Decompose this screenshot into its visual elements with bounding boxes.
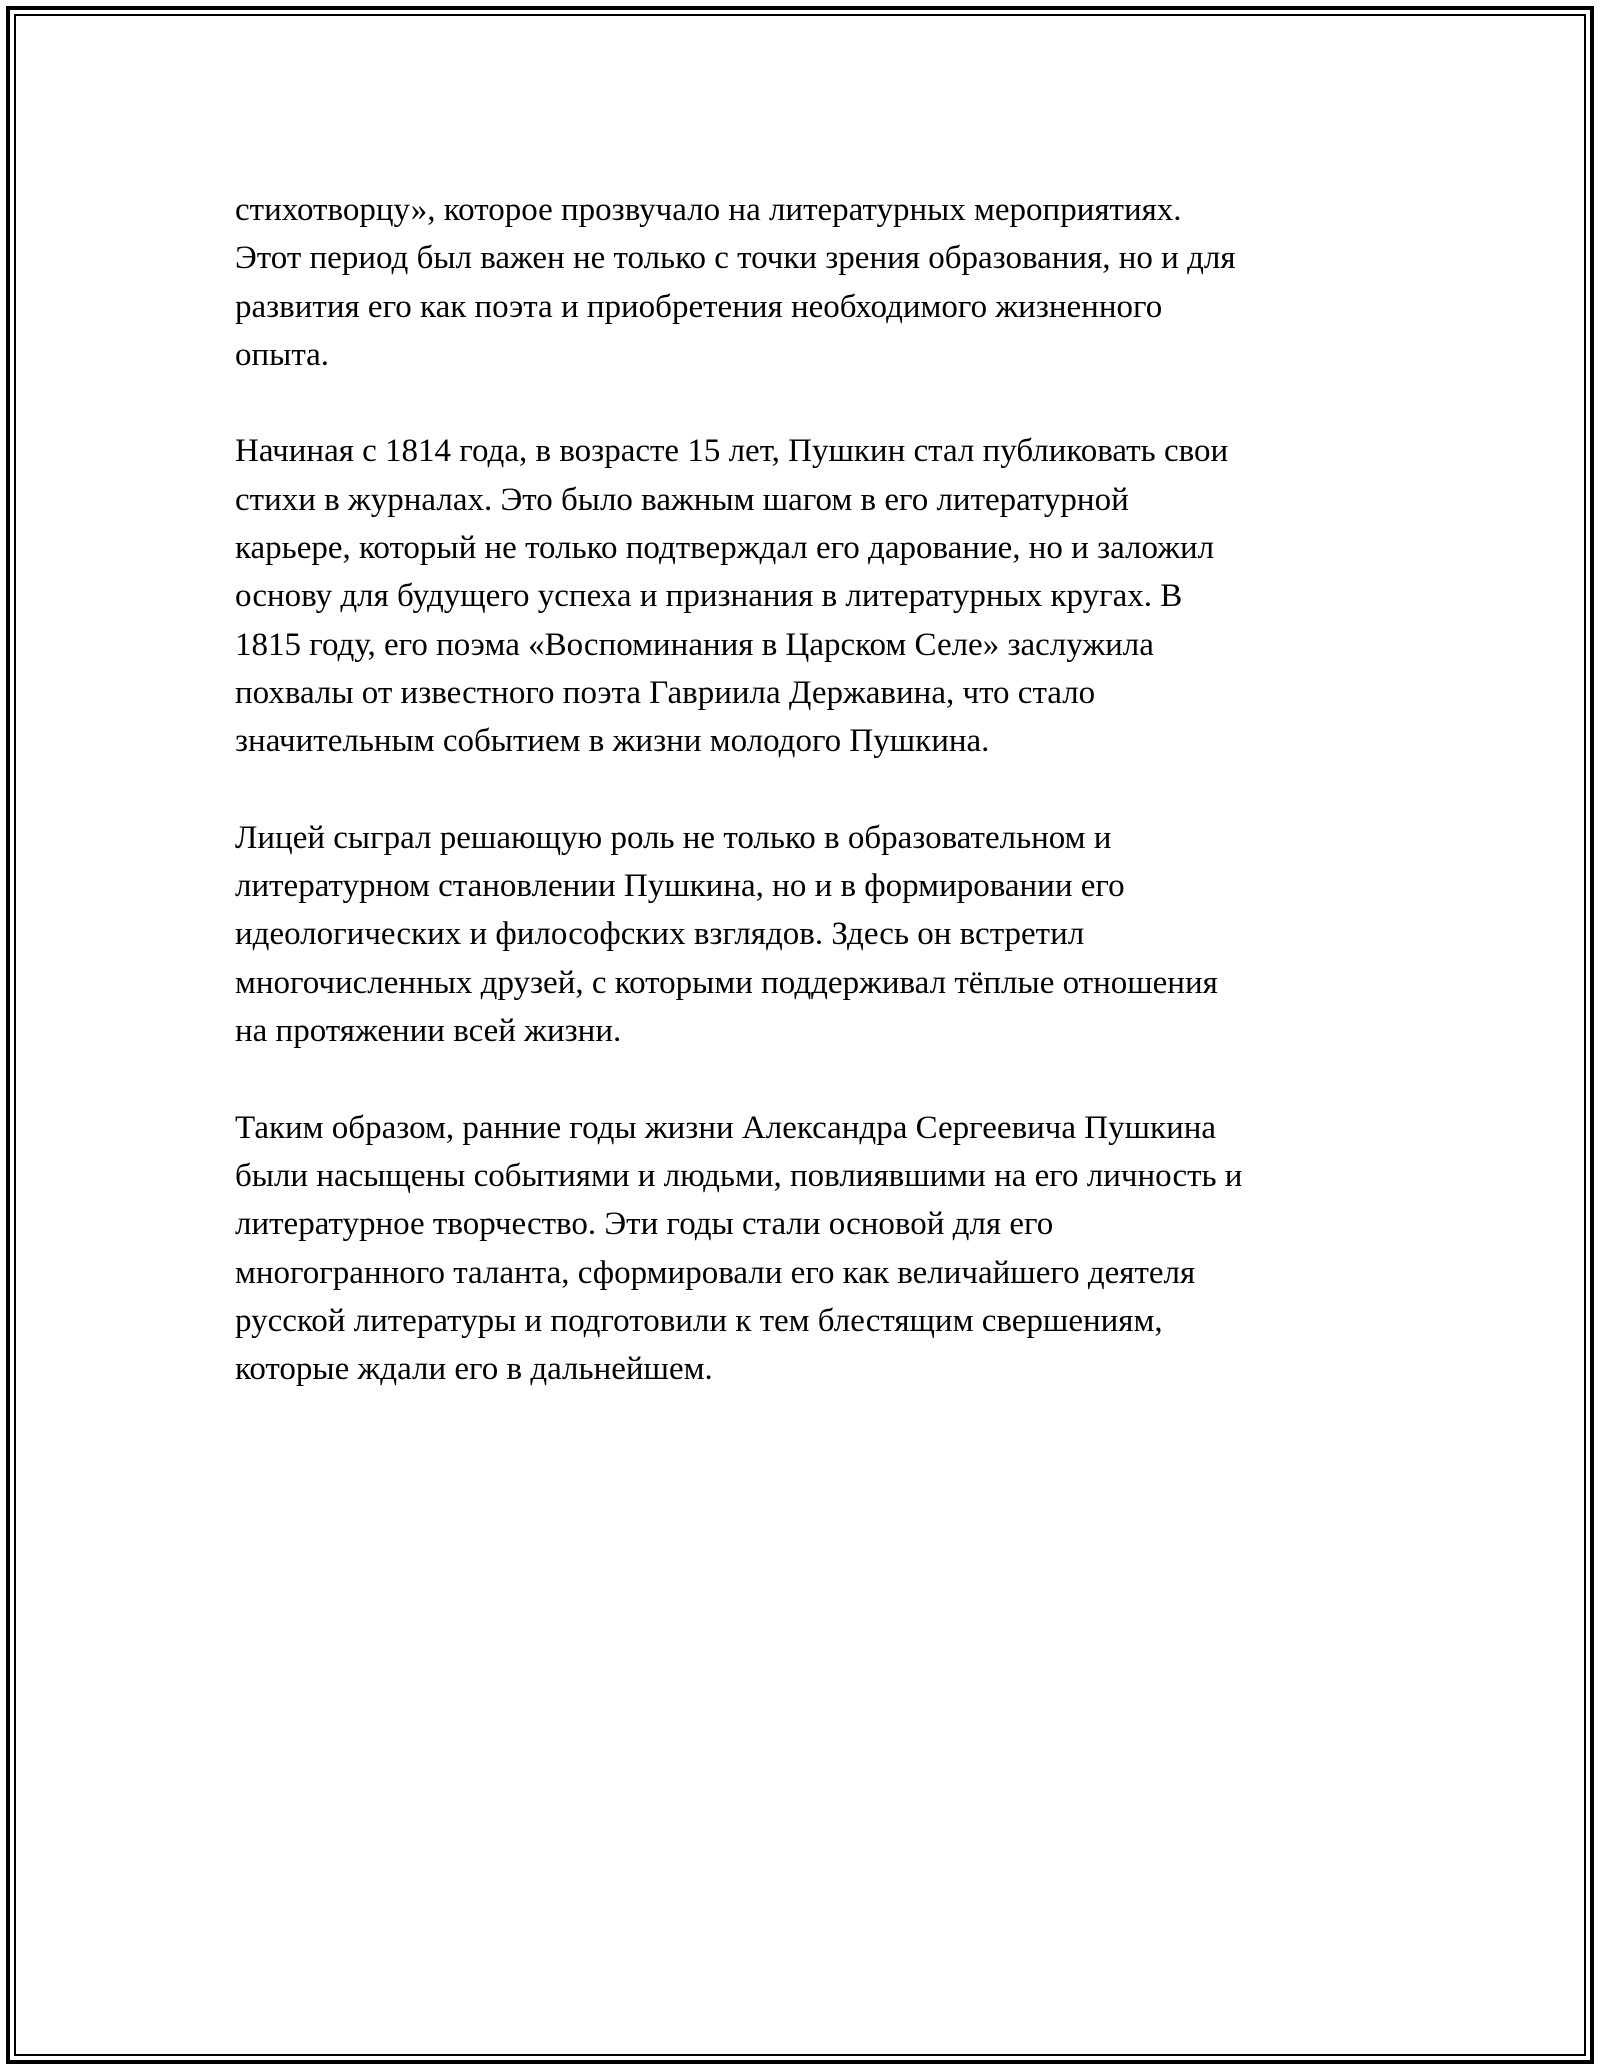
text-line: которые ждали его в дальнейшем. [235,1351,713,1388]
paragraph-3 [235,814,1365,1055]
text-line: русской литературы и подготовили к тем блестящим свершениям, [235,1302,1163,1339]
text-line: Лицей сыграл решающую роль не только в образовательном и [235,819,1112,856]
text-line: стихи в журналах. Это было важным шагом в его литературной [235,481,1129,518]
text-line: многогранного таланта, сформировали его как величайшего деятеля [235,1254,1196,1291]
text-line: Начиная с 1814 года, в возрасте 15 лет, Пушкин стал публиковать свои [235,433,1229,470]
text-line: литературном становлении Пушкина, но и в формировании его [235,868,1125,905]
text-line: были насыщены событиями и людьми, повлиявшими на его личность и [235,1157,1243,1194]
text-line: идеологических и философских взглядов. Здесь он встретил [235,916,1085,953]
paragraph-1 [235,186,1365,379]
text-line: основу для будущего успеха и признания в литературных кругах. В [235,578,1183,615]
text-line: развития его как поэта и приобретения необходимого жизненного [235,288,1163,325]
text-line: литературное творчество. Эти годы стали основой для его [235,1206,1054,1243]
text-line: опыта. [235,336,330,373]
text-line: 1815 году, его поэма «Воспоминания в Царском Селе» заслужила [235,626,1154,663]
text-line: многочисленных друзей, с которыми поддерживал тёплые отношения [235,964,1218,1001]
text-line: на протяжении всей жизни. [235,1013,622,1050]
text-line: Таким образом, ранние годы жизни Александра Сергеевича Пушкина [235,1109,1217,1146]
paragraph-2 [235,427,1365,765]
text-line: Этот период был важен не только с точки зрения образования, но и для [235,240,1236,277]
document-body [235,186,1365,1442]
text-line: значительным событием в жизни молодого Пушкина. [235,723,990,760]
paragraph-4 [235,1104,1365,1394]
text-line: стихотворцу», которое прозвучало на литературных мероприятиях. [235,192,1182,228]
text-line: похвалы от известного поэта Гавриила Державина, что стало [235,674,1096,711]
text-line: карьере, который не только подтверждал его дарование, но и заложил [235,530,1215,567]
